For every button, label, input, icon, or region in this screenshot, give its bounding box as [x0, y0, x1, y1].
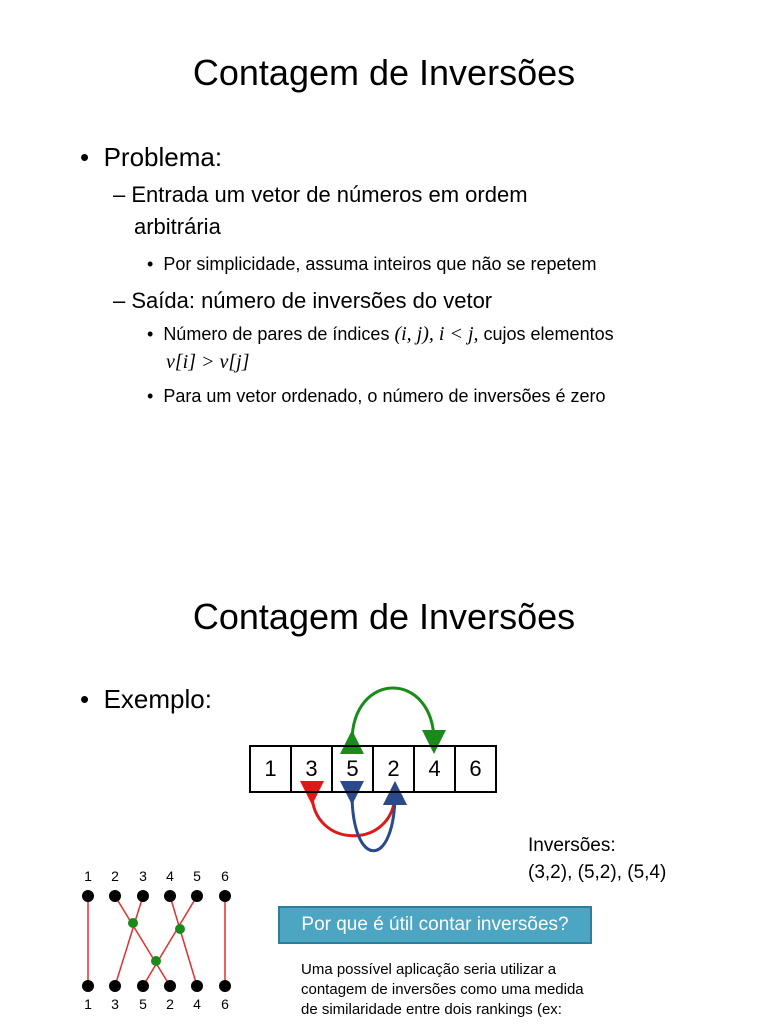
graph-bottom-label: 4 — [193, 996, 201, 1012]
array-cell: 2 — [372, 745, 415, 793]
dash: – — [113, 182, 132, 207]
top-node — [191, 890, 203, 902]
graph-top-label: 5 — [193, 868, 201, 884]
bullet-dot: • — [147, 254, 164, 274]
graph-bottom-label: 3 — [111, 996, 119, 1012]
array-cell: 5 — [331, 745, 374, 793]
bottom-node — [164, 980, 176, 992]
array-cell: 1 — [249, 745, 292, 793]
sub-saida-text: Saída: número de inversões do vetor — [131, 288, 493, 313]
dash: – — [113, 288, 132, 313]
bullet-dot: • — [80, 142, 104, 172]
graph-bottom-label: 5 — [139, 996, 147, 1012]
item-ordenado-text: Para um vetor ordenado, o número de inversões é zero — [163, 386, 606, 406]
bottom-node — [137, 980, 149, 992]
edge-4 — [170, 896, 197, 986]
graph-bottom-label: 1 — [84, 996, 92, 1012]
bottom-node — [109, 980, 121, 992]
item-pares-prefix: Número de pares de índices — [163, 324, 390, 344]
top-node — [219, 890, 231, 902]
slide1-title: Contagem de Inversões — [192, 52, 576, 93]
graph-bottom-label: 2 — [166, 996, 174, 1012]
graph-top-label: 6 — [221, 868, 229, 884]
inversions-list: (3,2), (5,2), (5,4) — [528, 862, 667, 883]
array-cell: 4 — [413, 745, 456, 793]
edge-5 — [143, 896, 197, 986]
slide2-title: Contagem de Inversões — [192, 596, 576, 637]
bullet-problema-text: Problema: — [103, 142, 223, 172]
crossing-dot — [175, 924, 185, 934]
graph-top-label: 4 — [166, 868, 174, 884]
callout-box: Por que é útil contar inversões? — [278, 906, 592, 944]
application-paragraph: Uma possível aplicação seria utilizar a contagem de inversões como uma medida de similaridade entre dois rankings (ex: — [301, 961, 584, 1018]
bullet-exemplo-text: Exemplo: — [103, 684, 212, 714]
blue-arc — [352, 793, 395, 851]
item-pares-math: (i, j), i < j, — [394, 323, 479, 345]
item-pares-line2: v[i] > v[j] — [166, 351, 250, 373]
green-arc — [352, 688, 434, 742]
edge-2 — [115, 896, 170, 986]
sub-entrada-line2: arbitrária — [134, 214, 221, 239]
graph-top-label: 1 — [84, 868, 92, 884]
edge-3 — [115, 896, 143, 986]
top-node — [164, 890, 176, 902]
bottom-node — [191, 980, 203, 992]
bullet-dot: • — [147, 386, 164, 406]
bullet-dot: • — [80, 684, 104, 714]
crossing-dot — [128, 918, 138, 928]
bottom-node — [82, 980, 94, 992]
top-node — [109, 890, 121, 902]
bottom-node — [219, 980, 231, 992]
inversions-label: Inversões: — [528, 835, 616, 856]
inversion-graph — [60, 880, 250, 1010]
item-pares-suffix: cujos elementos — [483, 324, 614, 344]
top-node — [137, 890, 149, 902]
crossing-dot — [151, 956, 161, 966]
array-cell: 6 — [454, 745, 497, 793]
graph-top-label: 3 — [139, 868, 147, 884]
array-cell: 3 — [290, 745, 333, 793]
graph-bottom-label: 6 — [221, 996, 229, 1012]
top-node — [82, 890, 94, 902]
bullet-dot: • — [147, 324, 164, 344]
graph-top-label: 2 — [111, 868, 119, 884]
sub-entrada-text: Entrada um vetor de números em ordem — [131, 182, 528, 207]
item-simplicidade-text: Por simplicidade, assuma inteiros que não se repetem — [163, 254, 597, 274]
example-array — [249, 745, 497, 793]
